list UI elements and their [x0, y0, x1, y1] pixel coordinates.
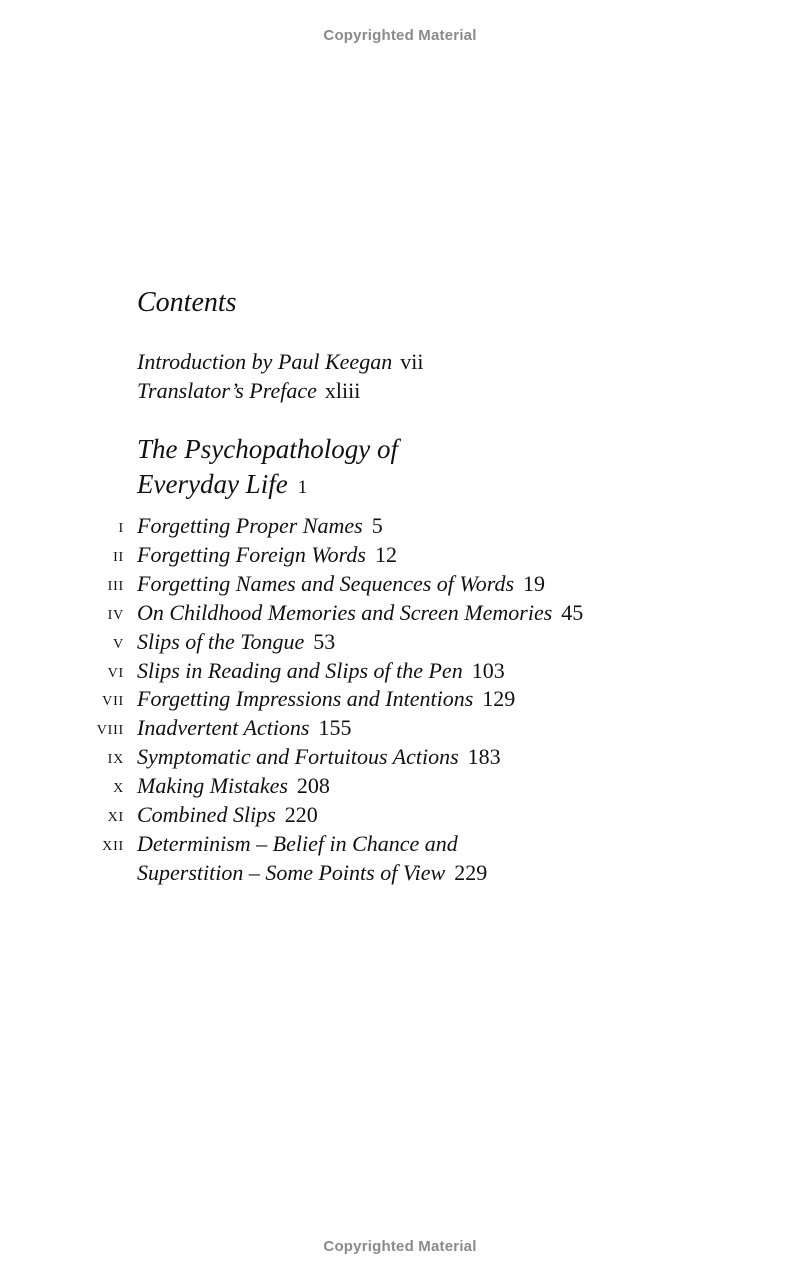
chapter-number: iii	[107, 573, 124, 595]
toc-chapter-4[interactable]	[0, 598, 800, 627]
chapter-page: 129	[482, 686, 516, 711]
toc-chapter-8[interactable]	[0, 713, 800, 742]
chapter-title: Slips of the Tongue 53	[137, 629, 336, 654]
chapter-number: xi	[107, 804, 124, 826]
chapter-page: 229	[454, 860, 488, 885]
chapter-number: i	[118, 515, 124, 537]
part-title-line-1: The Psychopathology of	[137, 434, 398, 464]
chapter-number: ix	[107, 746, 124, 768]
chapter-number: vii	[102, 688, 124, 710]
copyright-watermark-bottom: Copyrighted Material	[323, 1238, 477, 1255]
chapter-page: 53	[313, 629, 336, 654]
chapter-number: vi	[107, 660, 124, 682]
toc-chapter-11[interactable]	[0, 800, 800, 829]
toc-entry-translators-preface[interactable]	[137, 377, 360, 405]
chapter-page: 12	[374, 542, 397, 567]
chapter-title: Symptomatic and Fortuitous Actions 183	[137, 744, 501, 769]
chapter-page: 103	[471, 658, 505, 683]
chapter-number: x	[113, 775, 124, 797]
chapter-page: 183	[467, 744, 501, 769]
chapter-title: Slips in Reading and Slips of the Pen 103	[137, 658, 505, 683]
chapter-title: Forgetting Proper Names 5	[137, 513, 383, 538]
toc-chapter-2[interactable]	[0, 540, 800, 569]
toc-chapter-9[interactable]	[0, 742, 800, 771]
chapter-number: viii	[96, 717, 124, 739]
contents-heading: Contents	[137, 287, 237, 318]
toc-part-heading[interactable]	[137, 432, 398, 505]
chapter-page: 45	[561, 600, 584, 625]
toc-chapter-1[interactable]	[0, 511, 800, 540]
chapter-title: Forgetting Foreign Words 12	[137, 542, 397, 567]
part-page-number: 1	[297, 477, 308, 498]
part-title-line-2: Everyday Life	[137, 469, 288, 499]
chapter-title: Making Mistakes 208	[137, 773, 330, 798]
toc-entry-title: Introduction by Paul Keegan	[137, 349, 393, 374]
chapter-title: Combined Slips 220	[137, 802, 318, 827]
chapter-title: On Childhood Memories and Screen Memories 45	[137, 600, 584, 625]
chapter-title: Forgetting Names and Sequences of Words 19	[137, 571, 546, 596]
toc-chapter-10[interactable]	[0, 771, 800, 800]
chapter-title-line-1: Determinism – Belief in Chance and	[137, 831, 458, 856]
chapter-page: 5	[371, 513, 383, 538]
toc-chapter-3[interactable]	[0, 569, 800, 598]
chapter-number: iv	[107, 602, 124, 624]
chapter-title-line-2: Superstition – Some Points of View 229	[137, 860, 488, 885]
chapter-page: 19	[523, 571, 546, 596]
toc-entry-title: Translator’s Preface	[137, 378, 317, 403]
toc-chapter-5[interactable]	[0, 627, 800, 656]
chapter-page: 155	[318, 715, 352, 740]
copyright-watermark-top: Copyrighted Material	[323, 27, 477, 44]
chapter-number: xii	[102, 833, 124, 855]
toc-chapter-6[interactable]	[0, 656, 800, 685]
toc-entry-page: xliii	[324, 378, 361, 403]
chapter-number: v	[113, 631, 124, 653]
chapter-title: Forgetting Impressions and Intentions 129	[137, 686, 516, 711]
toc-chapter-7[interactable]	[0, 684, 800, 713]
chapter-page: 208	[296, 773, 330, 798]
chapter-title: Inadvertent Actions 155	[137, 715, 352, 740]
toc-entry-introduction[interactable]	[137, 348, 423, 376]
toc-entry-page: vii	[400, 349, 424, 374]
chapter-number: ii	[113, 544, 124, 566]
toc-chapter-12[interactable]	[0, 829, 800, 887]
chapter-page: 220	[284, 802, 318, 827]
